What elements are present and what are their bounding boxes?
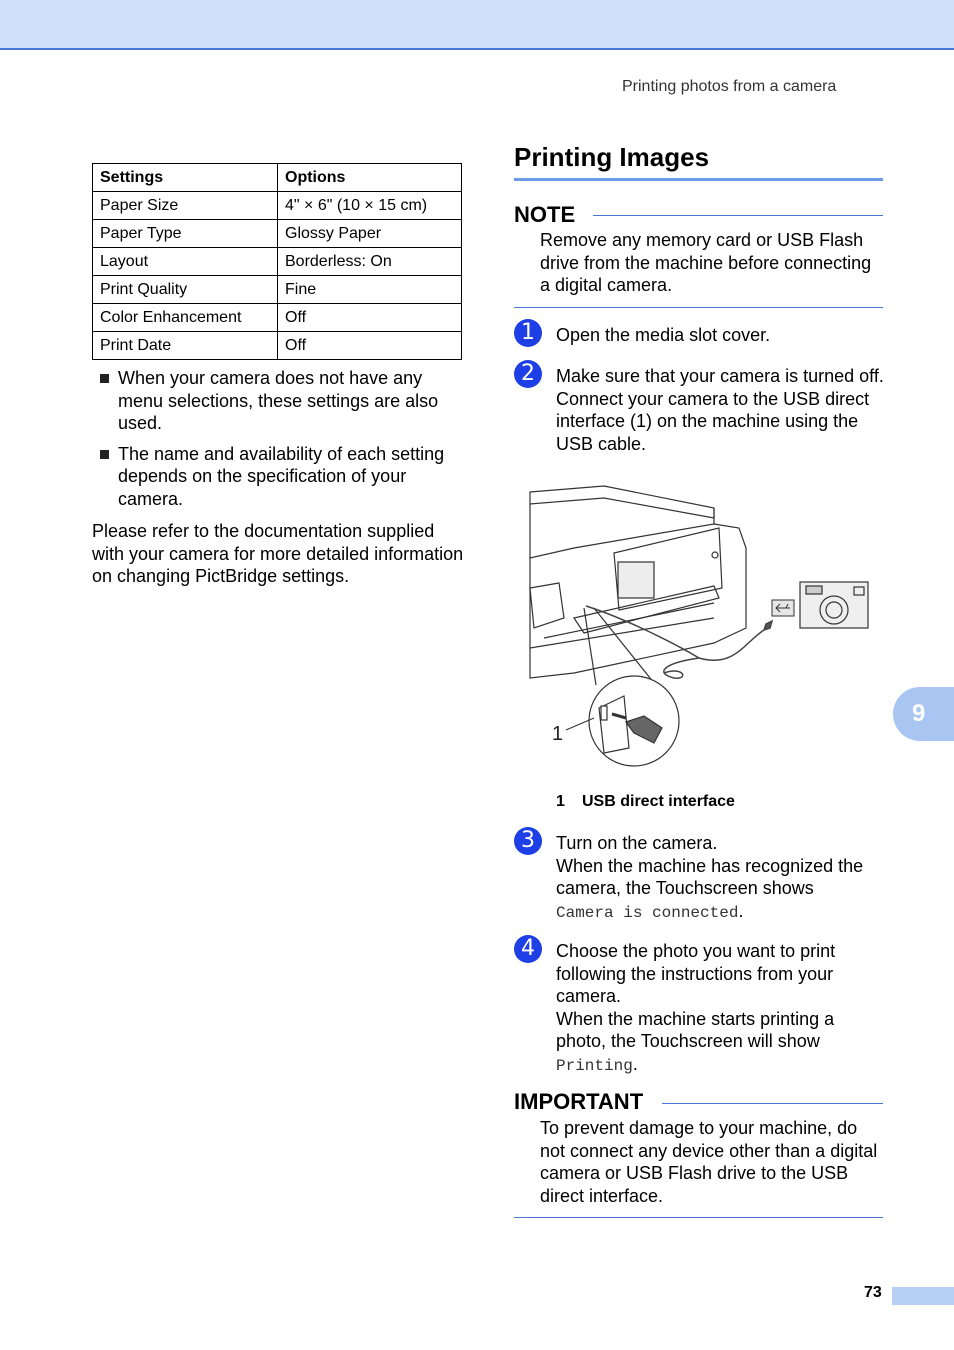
setting-name: Paper Size	[93, 192, 278, 220]
table-row	[93, 332, 462, 360]
table-row	[93, 220, 462, 248]
setting-name: Layout	[93, 248, 278, 276]
page-number-tab	[892, 1287, 954, 1305]
callout-label: 1	[552, 723, 564, 745]
table-header-row	[93, 164, 462, 192]
important-heading-rule	[662, 1103, 883, 1104]
note-heading-rule	[593, 215, 883, 216]
important-text: To prevent damage to your machine, do not connect any device other than a digital camera or USB Flash drive to the USB direct interface.	[540, 1118, 878, 1206]
figure-caption	[556, 793, 735, 811]
step-1-text: Open the media slot cover.	[556, 325, 771, 345]
list-item	[92, 367, 462, 435]
caption-text: USB direct interface	[582, 793, 735, 810]
column-header: Options	[278, 164, 462, 192]
step-3-badge: 3	[514, 827, 542, 855]
setting-name: Print Quality	[93, 276, 278, 304]
section-rule	[514, 178, 883, 181]
printer-icon	[530, 486, 746, 678]
step-3-line-1: Turn on the camera.	[556, 833, 718, 853]
touchscreen-message: Camera is connected	[556, 903, 739, 922]
important-bottom-rule	[514, 1217, 883, 1218]
bullet-text: The name and availability of each setting depends on the specification of your camera.	[118, 443, 445, 509]
usb-connection-illustration	[514, 468, 884, 773]
step-4-badge: 4	[514, 935, 542, 963]
note-heading: NOTE	[514, 202, 576, 227]
square-bullet-icon	[100, 450, 109, 459]
setting-option: Glossy Paper	[278, 220, 462, 248]
top-banner	[0, 0, 954, 50]
step-4-line-2: When the machine starts printing a photo, the Touchscreen will show Printing.	[556, 1008, 835, 1075]
step-4-text	[556, 940, 886, 1077]
pictbridge-paragraph: Please refer to the documentation supplied with your camera for more detailed information on changing PictBridge settings.	[92, 521, 464, 586]
step-1-badge: 1	[514, 319, 542, 347]
step-3-text	[556, 832, 886, 924]
important-heading: IMPORTANT	[514, 1089, 644, 1114]
column-header: Settings	[93, 164, 278, 192]
list-item	[92, 443, 462, 511]
table-row	[93, 192, 462, 220]
section-title: Printing Images	[514, 142, 710, 172]
note-bottom-rule	[514, 307, 883, 308]
settings-table	[92, 163, 462, 360]
bullet-text: When your camera does not have any menu selections, these settings are also used.	[118, 368, 439, 433]
step-4-line-1: Choose the photo you want to print following the instructions from your camera.	[556, 941, 836, 1006]
bullet-list	[92, 367, 462, 518]
camera-icon	[800, 582, 868, 628]
setting-name: Color Enhancement	[93, 304, 278, 332]
step-2-badge: 2	[514, 360, 542, 388]
setting-option: Borderless: On	[278, 248, 462, 276]
usb-symbol-icon	[772, 600, 794, 616]
note-text: Remove any memory card or USB Flash drive from the machine before connecting a digital camera.	[540, 230, 872, 295]
setting-option: 4" × 6" (10 × 15 cm)	[278, 192, 462, 220]
table-row	[93, 248, 462, 276]
setting-option: Off	[278, 332, 462, 360]
caption-number: 1	[556, 793, 565, 810]
table-row	[93, 276, 462, 304]
step-3-line-2: When the machine has recognized the camera, the Touchscreen shows Camera is connected.	[556, 855, 864, 922]
table-row	[93, 304, 462, 332]
chapter-tab: 9	[893, 687, 954, 741]
page-number: 73	[864, 1284, 882, 1301]
square-bullet-icon	[100, 374, 109, 383]
usb-cable-icon	[586, 606, 772, 678]
touchscreen-message: Printing	[556, 1056, 633, 1075]
setting-option: Off	[278, 304, 462, 332]
step-2-text: Make sure that your camera is turned off. Connect your camera to the USB direct interface (1) on the machine using the USB cable.	[556, 366, 884, 454]
setting-name: Print Date	[93, 332, 278, 360]
setting-name: Paper Type	[93, 220, 278, 248]
setting-option: Fine	[278, 276, 462, 304]
running-head: Printing photos from a camera	[622, 78, 837, 95]
